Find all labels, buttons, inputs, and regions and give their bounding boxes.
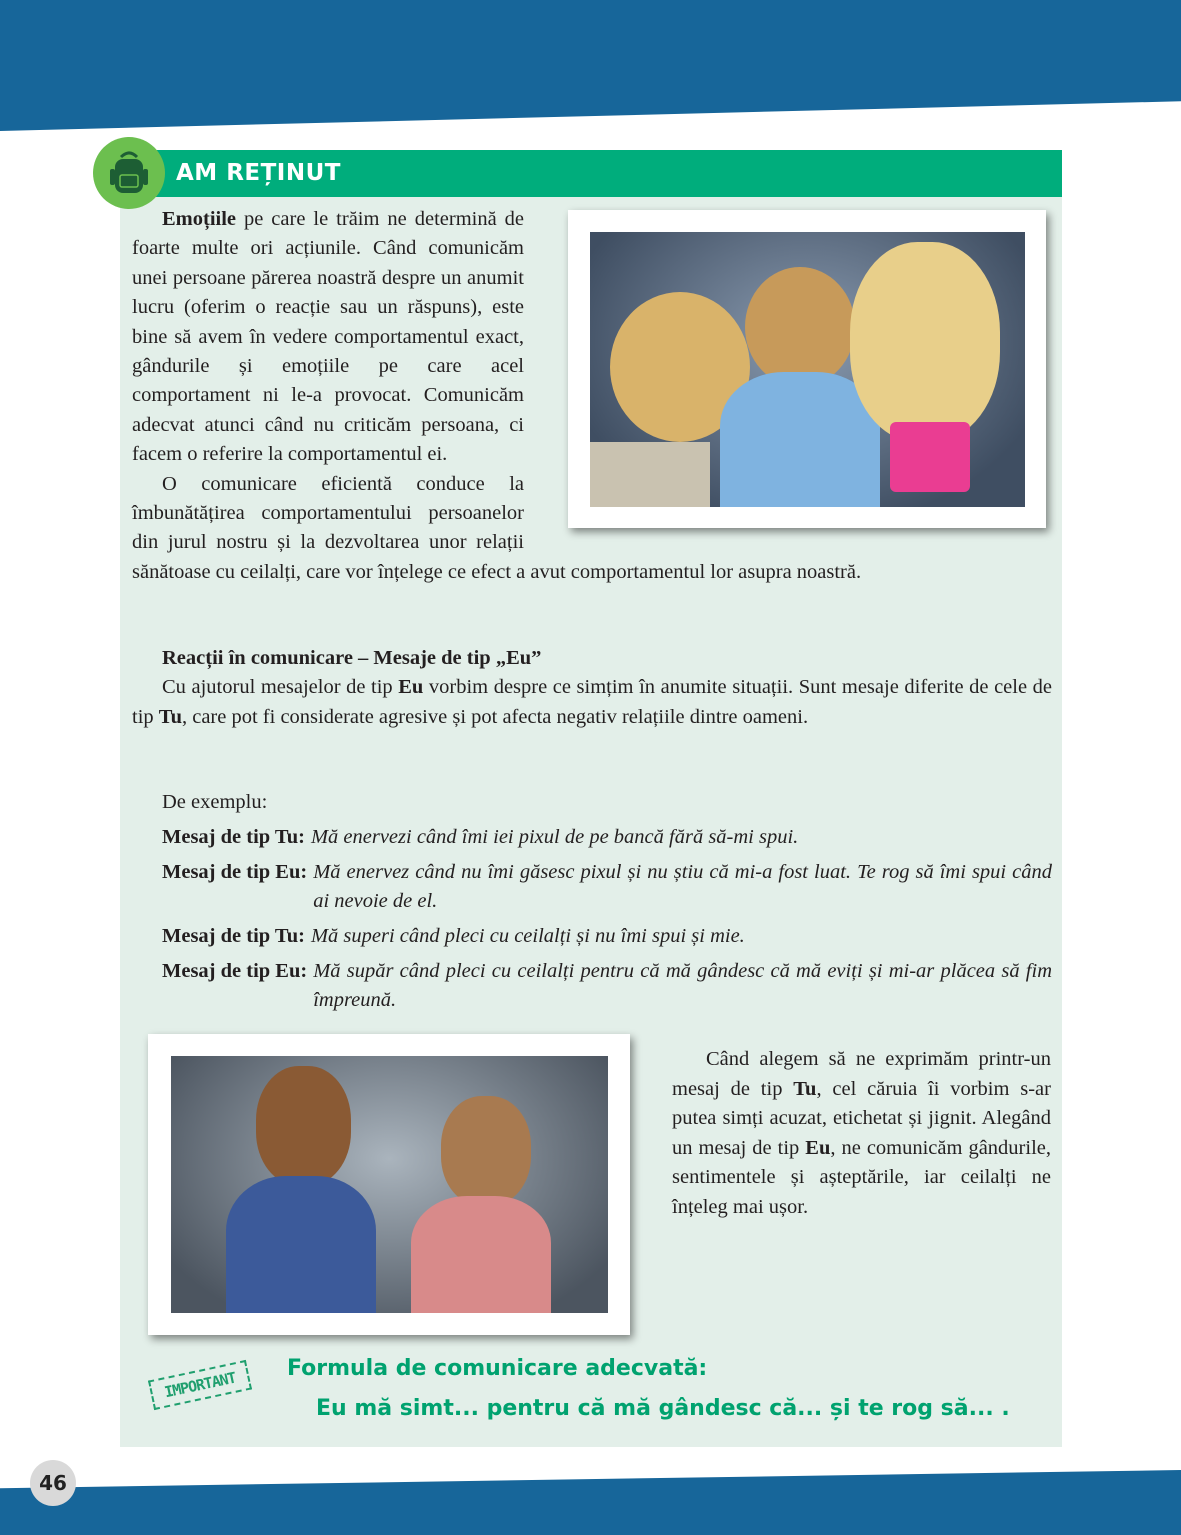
page-number: 46 (30, 1460, 76, 1506)
important-stamp: IMPORTANT (148, 1360, 252, 1410)
photo-frame-girls-arguing (148, 1034, 630, 1335)
photo-girls-arguing (171, 1056, 608, 1313)
backpack-badge (93, 137, 165, 209)
intro-text (132, 205, 1052, 587)
section-title: AM REȚINUT (176, 160, 341, 186)
formula-title: Formula de comunicare adecvată: (287, 1356, 708, 1381)
examples (162, 788, 1052, 1021)
examples-label: De exemplu: (162, 791, 268, 813)
backpack-icon (109, 149, 149, 197)
example-item: Mesaj de tip Tu: Mă superi când pleci cu ceilalți și nu îmi spui și mie. (162, 925, 745, 947)
intro-paragraph-2: O comunicare eficientă conduce la îmbunătățirea comportamentului persoanelor din jurul nostru și la dezvoltarea unor relații sănătoase cu ceilalți, care vor înțelege ce efect a avut comportamentul lor asupra noastră. (132, 472, 862, 583)
intro-paragraph-1: Emoțiile pe care le trăim ne determină de foarte multe ori acțiunile. Când comunicăm unei persoane părerea noastră despre un anumit lucru (oferim o reacție sau un răspuns), este bine să avem în vedere comportamentul exact, gândurile și emoțiile pe care acel comportament ni le-a provocat. Comunicăm adecvat atunci când nu criticăm persoana, ci facem o referire la comportamentul ei. (132, 208, 524, 466)
bottom-band (0, 1470, 1181, 1535)
example-item: Mesaj de tip Tu: Mă enervezi când îmi iei pixul de pe bancă fără să-mi spui. (162, 826, 799, 848)
right-paragraph: Când alegem să ne exprimăm printr-un mesaj de tip Tu, cel căruia îi vorbim s-ar putea simți acuzat, etichetat și jignit. Alegând un mesaj de tip Eu, ne comunicăm gândurile, sentimentele și așteptările, iar ceilalți ne înțeleg mai ușor. (672, 1048, 1051, 1218)
example-item: Mesaj de tip Eu: Mă enervez când nu îmi găsesc pixul și nu știu că mi-a fost luat. Te rog să îmi spui când ai nevoie de el. (162, 861, 1052, 912)
example-item: Mesaj de tip Eu: Mă supăr când pleci cu ceilalți pentru că mă gândesc că mă eviți și mi-ar plăcea să fim împreună. (162, 960, 1052, 1011)
section-messages (132, 644, 1052, 732)
formula-text: Eu mă simt... pentru că mă gândesc că... și te rog să... . (316, 1396, 1010, 1421)
section-paragraph: Cu ajutorul mesajelor de tip Eu vorbim despre ce simțim în anumite situații. Sunt mesaje diferite de cele de tip Tu, care pot fi considerate agresive și pot afecta negativ relațiile dintre oameni. (132, 676, 1052, 728)
section-header (120, 150, 1062, 197)
section-heading: Reacții în comunicare – Mesaje de tip „Eu” (162, 647, 542, 669)
top-band (0, 0, 1181, 135)
